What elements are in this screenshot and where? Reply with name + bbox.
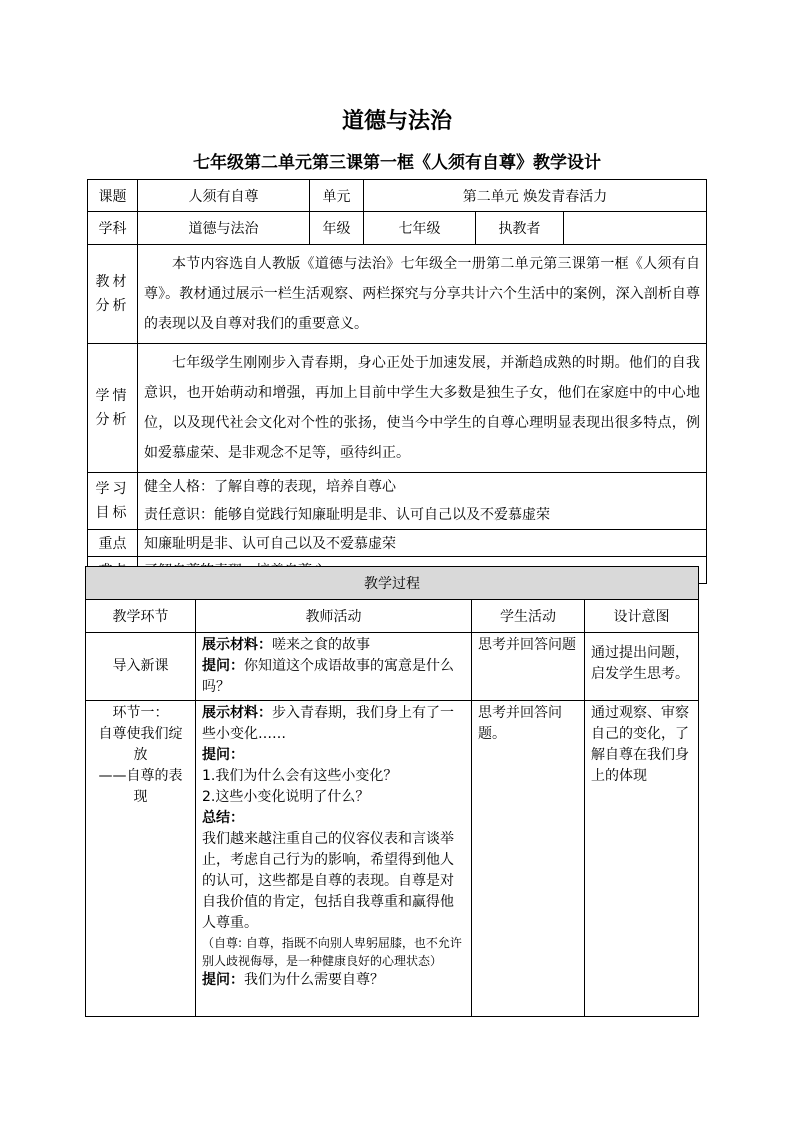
goal-item: 健全人格：了解自尊的表现，培养自尊心: [144, 479, 396, 495]
unit-label: 单元: [310, 180, 364, 212]
unit-value: 第二单元 焕发青春活力: [364, 180, 707, 212]
col-intent-header: 设计意图: [585, 600, 699, 633]
question-text: 我们为什么需要自尊？: [244, 972, 384, 988]
question-item: 2.这些小变化说明了什么？: [202, 789, 370, 805]
teacher-activity-intro: [196, 633, 472, 701]
question-label: 提问：: [202, 972, 244, 988]
subject-label: 学科: [88, 212, 138, 245]
material-label: 展示材料：: [202, 637, 272, 653]
topic-label: 课题: [88, 180, 138, 212]
student-activity-intro: 思考并回答问题: [472, 633, 585, 701]
document-subtitle: 七年级第二单元第三课第一框《人须有自尊》教学设计: [193, 153, 601, 173]
grade-value: 七年级: [364, 212, 476, 245]
summary-text: 我们越来越注重自己的仪容仪表和言谈举止，考虑自己行为的影响，希望得到他人的认可，这些都是自尊的表现。自尊是对自我价值的肯定，包括自我尊重和赢得他人尊重。: [202, 831, 454, 931]
material-text: 步入青春期，我们身上有了一些小变化……: [202, 705, 454, 742]
student-analysis-label: 学情 分析: [88, 344, 138, 473]
teaching-process-table: [85, 566, 699, 1017]
key-point-label: 重点: [88, 530, 138, 557]
material-analysis-label: 教材 分析: [88, 245, 138, 344]
goal-item: 责任意识：能够自觉践行知廉耻明是非、认可自己以及不爱慕虚荣: [144, 507, 550, 523]
grade-label: 年级: [310, 212, 364, 245]
document-title: 道德与法治: [341, 109, 452, 134]
design-intent-intro: 通过提出问题，启发学生思考。: [585, 633, 699, 701]
topic-value: 人须有自尊: [138, 180, 310, 212]
question-item: 1.我们为什么会有这些小变化？: [202, 768, 398, 784]
lesson-info-table: [87, 179, 707, 584]
design-intent-stage-one: 通过观察、审察自己的变化，了解自尊在我们身上的体现: [585, 701, 699, 1017]
student-activity-stage-one: 思考并回答问题。: [472, 701, 585, 1017]
col-stage-header: 教学环节: [86, 600, 196, 633]
teacher-label: 执教者: [476, 212, 564, 245]
question-label: 提问：: [202, 658, 244, 674]
question-text: 你知道这个成语故事的寓意是什么吗？: [202, 658, 454, 695]
summary-label: 总结：: [202, 810, 244, 826]
material-text: 嗟来之食的故事: [272, 637, 370, 653]
process-header: 教学过程: [86, 567, 699, 600]
col-teacher-header: 教师活动: [196, 600, 472, 633]
material-label: 展示材料：: [202, 705, 272, 721]
question-label: 提问：: [202, 747, 244, 763]
material-analysis-text: 本节内容选自人教版《道德与法治》七年级全一册第二单元第三课第一框《人须有自尊》。教材通过展示一栏生活观察、两栏探究与分享共计六个生活中的案例，深入剖析自尊的表现以及自尊对我们的重要意义。: [138, 245, 707, 344]
col-student-header: 学生活动: [472, 600, 585, 633]
self-respect-note: （自尊: 自尊，指既不向别人卑躬屈膝，也不允许别人歧视侮辱，是一种健康良好的心理状态）: [202, 936, 462, 968]
teacher-activity-stage-one: [196, 701, 472, 1017]
learning-goals-label: 学习 目标: [88, 473, 138, 530]
stage-one: 环节一： 自尊使我们绽放 ——自尊的表现: [86, 701, 196, 1017]
teacher-value: [564, 212, 707, 245]
subject-value: 道德与法治: [138, 212, 310, 245]
student-analysis-text: 七年级学生刚刚步入青春期，身心正处于加速发展，并渐趋成熟的时期。他们的自我意识，也开始萌动和增强，再加上目前中学生大多数是独生子女，他们在家庭中的中心地位，以及现代社会文化对个性的张扬，使当今中学生的自尊心理明显表现出很多特点，例如爱慕虚荣、是非观念不足等，亟待纠正。: [138, 344, 707, 473]
stage-intro: 导入新课: [86, 633, 196, 701]
key-point-text: 知廉耻明是非、认可自己以及不爱慕虚荣: [138, 530, 707, 557]
learning-goals-text: [138, 473, 707, 530]
